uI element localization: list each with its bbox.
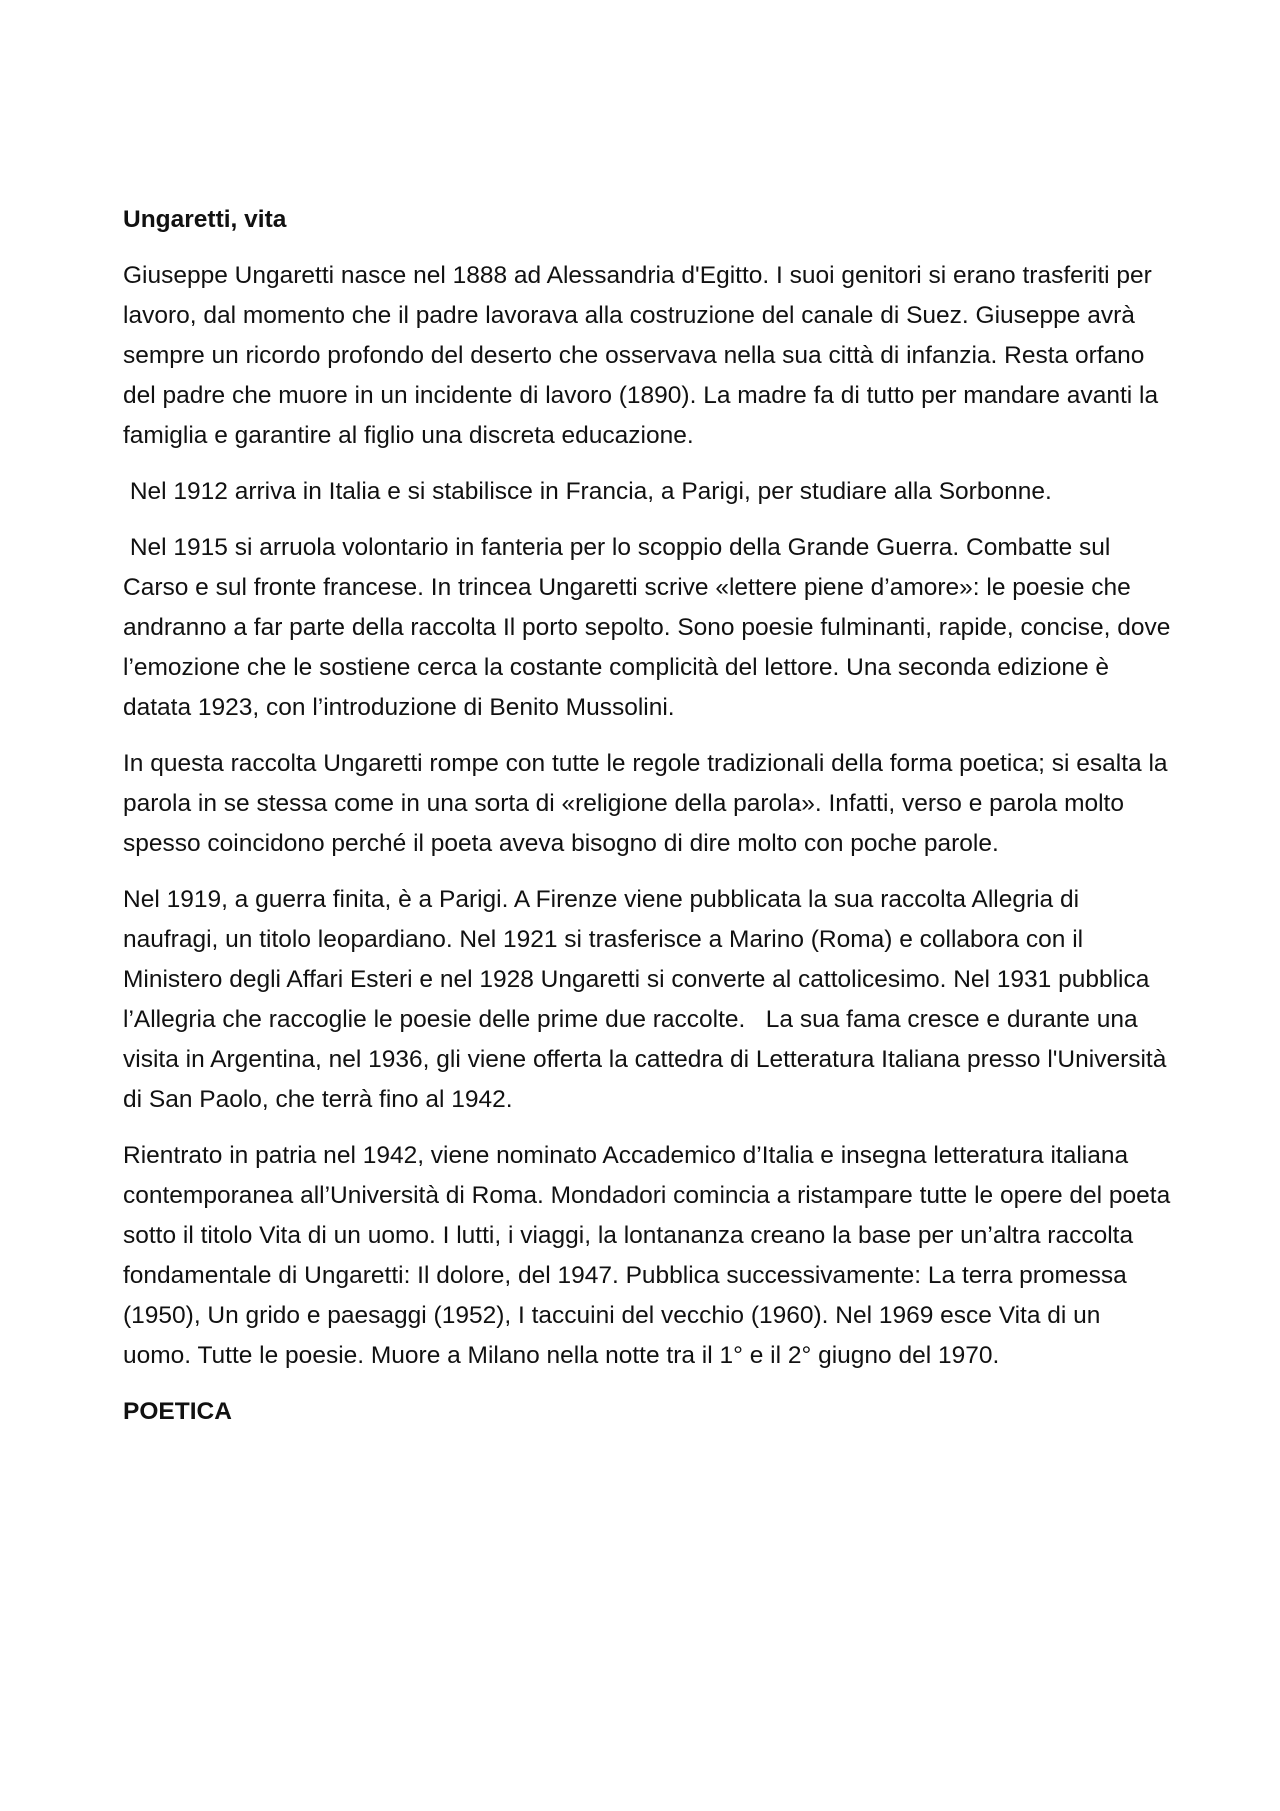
paragraph-1915: Nel 1915 si arruola volontario in fanteria per lo scoppio della Grande Guerra. Combatte sul Carso e sul fronte francese. In trincea Ungaretti scrive «lettere piene d’amore»: le poesie che andranno a far parte della raccolta Il porto sepolto. Sono poesie fulminanti, rapide, concise, dove l’emozione che le sostiene cerca la costante complicità del lettore. Una seconda edizione è datata 1923, con l’introduzione di Benito Mussolini. xyxy=(123,534,1178,721)
paragraph-1942: Rientrato in patria nel 1942, viene nominato Accademico d’Italia e insegna letteratura italiana contemporanea all’Università di Roma. Mondadori comincia a ristampare tutte le opere del poeta sotto il titolo Vita di un uomo. I lutti, i viaggi, la lontananza creano la base per un’altra raccolta fondamentale di Ungaretti: Il dolore, del 1947. Pubblica successivamente: La terra promessa (1950), Un grido e paesaggi (1952), I taccuini del vecchio (1960). Nel 1969 esce Vita di un uomo. Tutte le poesie. Muore a Milano nella notte tra il 1° e il 2° giugno del 1970. xyxy=(123,1142,1178,1369)
paragraph-1912: Nel 1912 arriva in Italia e si stabilisce in Francia, a Parigi, per studiare alla Sorbonne. xyxy=(123,478,1052,505)
document-title: Ungaretti, vita xyxy=(123,206,287,233)
paragraph-birth: Giuseppe Ungaretti nasce nel 1888 ad Alessandria d'Egitto. I suoi genitori si erano trasferiti per lavoro, dal momento che il padre lavorava alla costruzione del canale di Suez. Giuseppe avrà sempre un ricordo profondo del deserto che osservava nella sua città di infanzia. Resta orfano del padre che muore in un incidente di lavoro (1890). La madre fa di tutto per mandare avanti la famiglia e garantire al figlio una discreta educazione. xyxy=(123,262,1165,449)
document-page xyxy=(123,200,1178,1448)
paragraph-raccolta: In questa raccolta Ungaretti rompe con tutte le regole tradizionali della forma poetica; si esalta la parola in se stessa come in una sorta di «religione della parola». Infatti, verso e parola molto spesso coincidono perché il poeta aveva bisogno di dire molto con poche parole. xyxy=(123,750,1175,857)
paragraph-1919: Nel 1919, a guerra finita, è a Parigi. A Firenze viene pubblicata la sua raccolta Allegria di naufragi, un titolo leopardiano. Nel 1921 si trasferisce a Marino (Roma) e collabora con il Ministero degli Affari Esteri e nel 1928 Ungaretti si converte al cattolicesimo. Nel 1931 pubblica l’Allegria che raccoglie le poesie delle prime due raccolte. La sua fama cresce e durante una visita in Argentina, nel 1936, gli viene offerta la cattedra di Letteratura Italiana presso l'Università di San Paolo, che terrà fino al 1942. xyxy=(123,886,1174,1113)
section-heading-poetica: POETICA xyxy=(123,1398,232,1425)
